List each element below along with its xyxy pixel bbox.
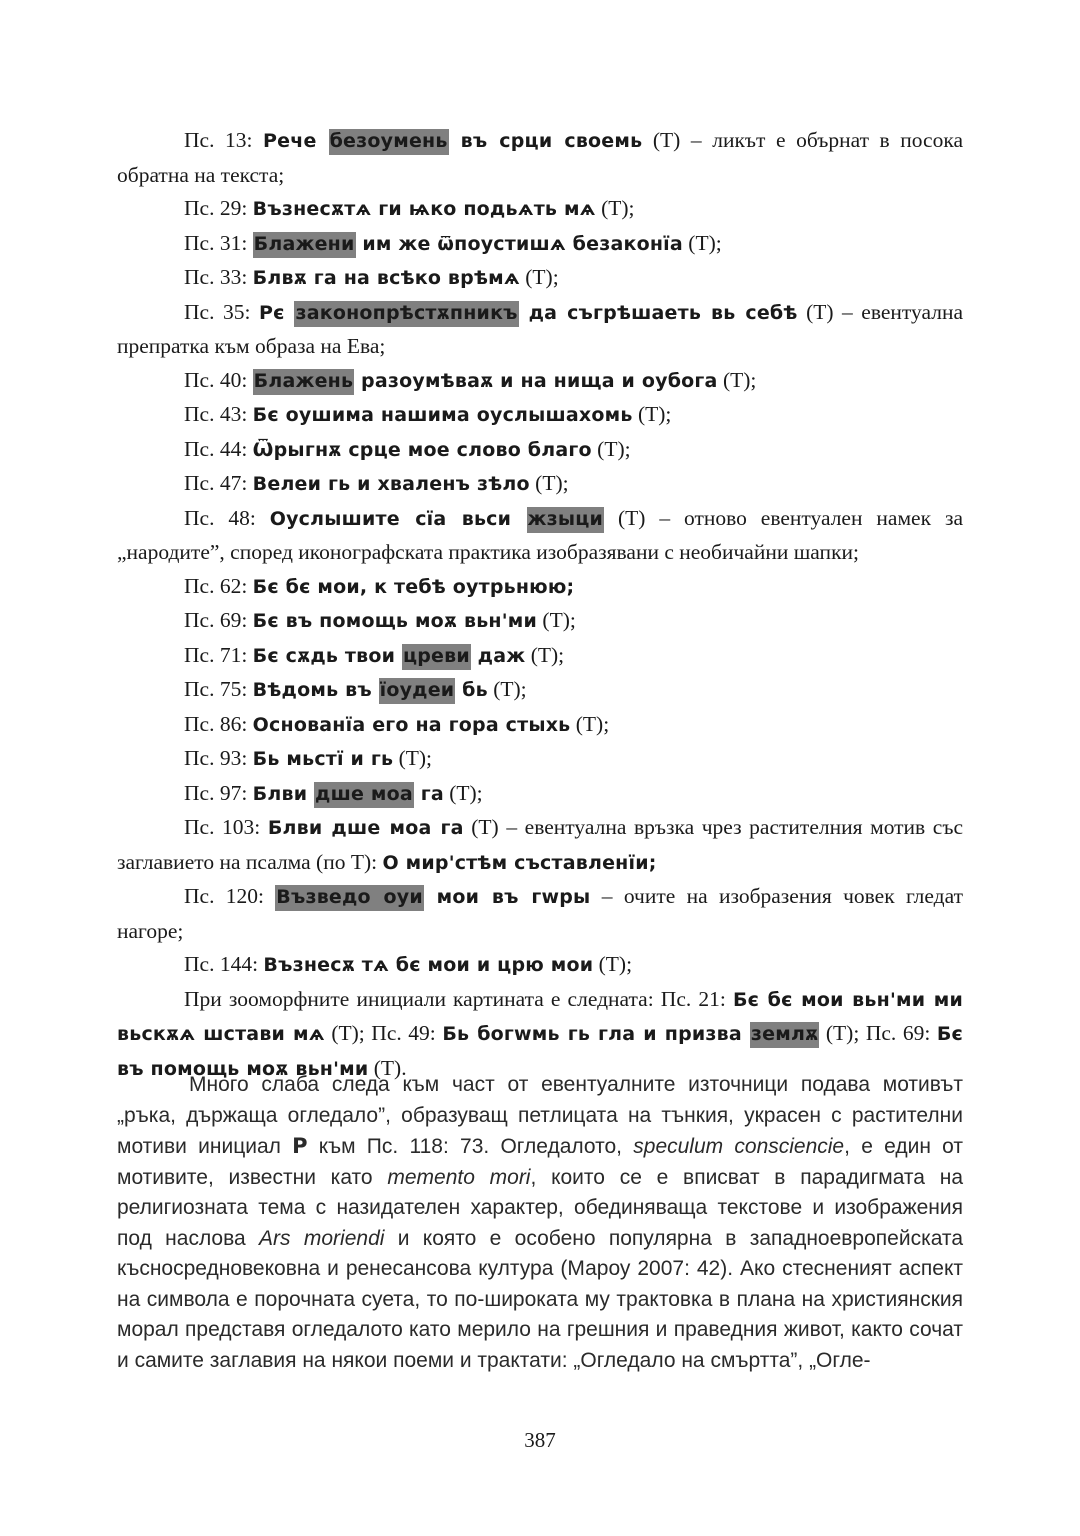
psalm-entry bbox=[117, 124, 963, 192]
psalm-ref: Пс. 120: bbox=[184, 884, 276, 908]
entry-text: Бь мьстї и гь bbox=[252, 748, 394, 770]
highlighted-word: Блажень bbox=[253, 369, 355, 395]
zoomorph-text: (Т). bbox=[368, 1055, 407, 1080]
psalm-ref: Пс. 47: bbox=[184, 471, 253, 495]
psalm-entry bbox=[117, 364, 963, 399]
psalm-entry bbox=[117, 708, 963, 743]
psalm-ref: Пс. 103: bbox=[184, 815, 268, 839]
psalm-ref: Пс. 35: bbox=[184, 299, 259, 324]
entry-text: Блви дше моа га bbox=[267, 817, 464, 839]
entry-text: га bbox=[413, 782, 444, 805]
entry-text: Вѣдомь въ bbox=[252, 679, 379, 701]
highlighted-word: Блажени bbox=[253, 232, 356, 258]
entry-text: (Т); bbox=[591, 436, 631, 461]
entry-text: (Т); bbox=[595, 196, 635, 220]
entry-text: (Т); bbox=[525, 642, 565, 667]
zoomorph-text: Бє бє мои вьн'ми ми вьскѫѧ шстави мѧ bbox=[117, 988, 963, 1045]
highlighted-word: законопрѣстѫпникъ bbox=[294, 301, 518, 327]
psalm-ref: Пс. 71: bbox=[184, 642, 253, 667]
entry-text: (Т); bbox=[717, 367, 757, 392]
entry-text: (Т) – евентуална препратка към образа на Ева; bbox=[117, 299, 963, 358]
psalm-ref: Пс. 86: bbox=[184, 711, 253, 736]
entry-text: Рє bbox=[258, 301, 295, 324]
psalm-entry bbox=[117, 570, 963, 605]
psalm-ref: Пс. 62: bbox=[184, 573, 253, 598]
entry-text: да съгрѣшаеть вь себѣ bbox=[518, 301, 798, 324]
entry-text: Оуслышите сїа вьси bbox=[269, 507, 527, 530]
zoomorph-text: Бь богwмь гь гла и призва bbox=[442, 1023, 750, 1045]
highlighted-word: їоудеи bbox=[379, 678, 456, 704]
psalm-ref: Пс. 97: bbox=[184, 780, 253, 805]
psalm-entry bbox=[117, 673, 963, 708]
page-number: 387 bbox=[524, 1428, 556, 1452]
psalm-ref: Пс. 33: bbox=[184, 265, 253, 289]
psalm-entry bbox=[117, 811, 963, 880]
entry-text: – очите на изобразения човек гледат нагоре; bbox=[117, 884, 963, 943]
body-paragraph bbox=[117, 1070, 963, 1376]
psalm-list bbox=[117, 124, 963, 1086]
psalm-ref: Пс. 43: bbox=[184, 402, 253, 426]
highlighted-word: дше моа bbox=[314, 782, 414, 808]
psalm-ref: Пс. 69: bbox=[184, 608, 253, 632]
entry-text: (Т); bbox=[519, 265, 559, 289]
psalm-ref: Пс. 29: bbox=[184, 196, 253, 220]
psalm-entry bbox=[117, 398, 963, 433]
entry-text: бь bbox=[455, 679, 488, 701]
entry-text: (Т) – евентуална връзка чрез растителния мотив със заглавието на псалма (по Т): bbox=[117, 815, 964, 874]
entry-text: (Т); bbox=[537, 608, 576, 632]
entry-text: (Т); bbox=[393, 746, 433, 770]
entry-text: Възнесѫ тѧ бє мои и црю мои bbox=[263, 954, 594, 976]
entry-text: Велеи гь и хваленъ зѣло bbox=[252, 473, 530, 495]
psalm-ref: Пс. 48: bbox=[184, 505, 270, 530]
entry-text: Рече bbox=[263, 130, 329, 152]
highlighted-word: безоумень bbox=[329, 129, 449, 155]
psalm-entry bbox=[117, 192, 963, 227]
zoomorph-text: (Т); Пс. 49: bbox=[324, 1021, 443, 1045]
entry-text: Бє бє мои, к тебѣ оутрьнюю; bbox=[252, 575, 575, 598]
psalm-ref: Пс. 144: bbox=[184, 952, 264, 976]
entry-text: даж bbox=[470, 644, 526, 667]
entry-text: Блви bbox=[252, 782, 315, 805]
highlighted-word: жзыци bbox=[527, 507, 605, 533]
highlighted-word: Възведо оуи bbox=[275, 885, 424, 911]
psalm-ref: Пс. 31: bbox=[184, 230, 253, 255]
psalm-entry bbox=[117, 227, 963, 262]
psalm-entry bbox=[117, 604, 963, 639]
entry-text: въ срци своемь bbox=[448, 130, 643, 152]
entry-text: мои въ гwры bbox=[423, 886, 591, 908]
psalm-entry bbox=[117, 467, 963, 502]
psalm-ref: Пс. 13: bbox=[184, 128, 264, 152]
entry-text: (Т); bbox=[487, 677, 527, 701]
entry-text: (Т); bbox=[632, 402, 672, 426]
psalm-ref: Пс. 75: bbox=[184, 677, 253, 701]
psalm-entry bbox=[117, 639, 963, 674]
psalm-entry bbox=[117, 948, 963, 983]
paragraph-text: Много слаба следа към част от евентуалните източници подава мотивът „ръка, държаща огледало”, образуващ петлицата на тънкия, украсен с растителни мотиви инициал Р към Пс. 118: 73. Огледалото, speculum consciencie, е един от мотивите, известни като memento mori, които се е вписват в парадигмата на религиозната тема с назидателен характер, обединяваща текстове и изображения под наслова Ars moriendi и която е особено популярна в западноевропейската късносредновековна и ренесансова култура (Мароу 2007: 42). Ако стесненият аспект на символа е порочната суета, то по-широката му трактовка в плана на християнския морал представя огледалото като мерило на грешния и праведния живот, както сочат и самите заглавия на някои поеми и трактати: „Огледало на смъртта”, „Огле- bbox=[117, 1073, 964, 1372]
entry-text: (Т); bbox=[443, 780, 483, 805]
entry-text: Блвѫ га на всѣко врѣмѧ bbox=[252, 267, 520, 289]
highlighted-word: црeви bbox=[402, 644, 471, 670]
entry-text: (Т) – отново евентуален намек за „народите”, според иконографската практика изобразявани с необичайни шапки; bbox=[117, 505, 963, 564]
zoomorph-text: (Т); Пс. 69: bbox=[819, 1021, 937, 1045]
entry-text: Бє оушима нашима оуслышахомь bbox=[252, 404, 633, 426]
zoomorph-text: Бє въ помощь моѫ вьн'ми bbox=[117, 1023, 964, 1080]
psalm-entry bbox=[117, 433, 963, 468]
psalm-entry bbox=[117, 296, 963, 364]
entry-text: (Т); bbox=[529, 471, 569, 495]
psalm-entry bbox=[117, 261, 963, 296]
entry-text: Ѿрыгнѫ срце мое слово благо bbox=[252, 438, 592, 461]
psalm-entry bbox=[117, 880, 963, 948]
entry-text: Бє въ помощь моѫ вьн'ми bbox=[252, 610, 538, 632]
entry-text: (Т); bbox=[570, 711, 610, 736]
psalm-ref: Пс. 93: bbox=[184, 746, 253, 770]
entry-text: Основанїа его на гора стыхь bbox=[252, 713, 571, 736]
entry-text: О мир'стѣм съставленїи; bbox=[382, 851, 657, 874]
psalm-ref: Пс. 40: bbox=[184, 367, 253, 392]
zoomorph-text: При зооморфните инициали картината е следната: Пс. 21: bbox=[184, 986, 733, 1011]
entry-text: разоумѣваѫ и на нища и оубога bbox=[354, 369, 718, 392]
entry-text: Бє сѫдь твои bbox=[252, 644, 402, 667]
highlighted-word: землѫ bbox=[750, 1022, 819, 1048]
psalm-entry bbox=[117, 777, 963, 812]
entry-text: (Т) – ликът е обърнат в посока обратна на текста; bbox=[117, 128, 963, 187]
entry-text: (Т); bbox=[682, 230, 722, 255]
psalm-ref: Пс. 44: bbox=[184, 436, 253, 461]
psalm-entry bbox=[117, 742, 963, 777]
entry-text: Възнесѫтѧ ги ѩко подьѧть мѧ bbox=[252, 198, 596, 220]
psalm-entry bbox=[117, 502, 963, 570]
entry-text: (Т); bbox=[593, 952, 633, 976]
entry-text: им же ѿпоустишѧ безаконїа bbox=[355, 232, 683, 255]
